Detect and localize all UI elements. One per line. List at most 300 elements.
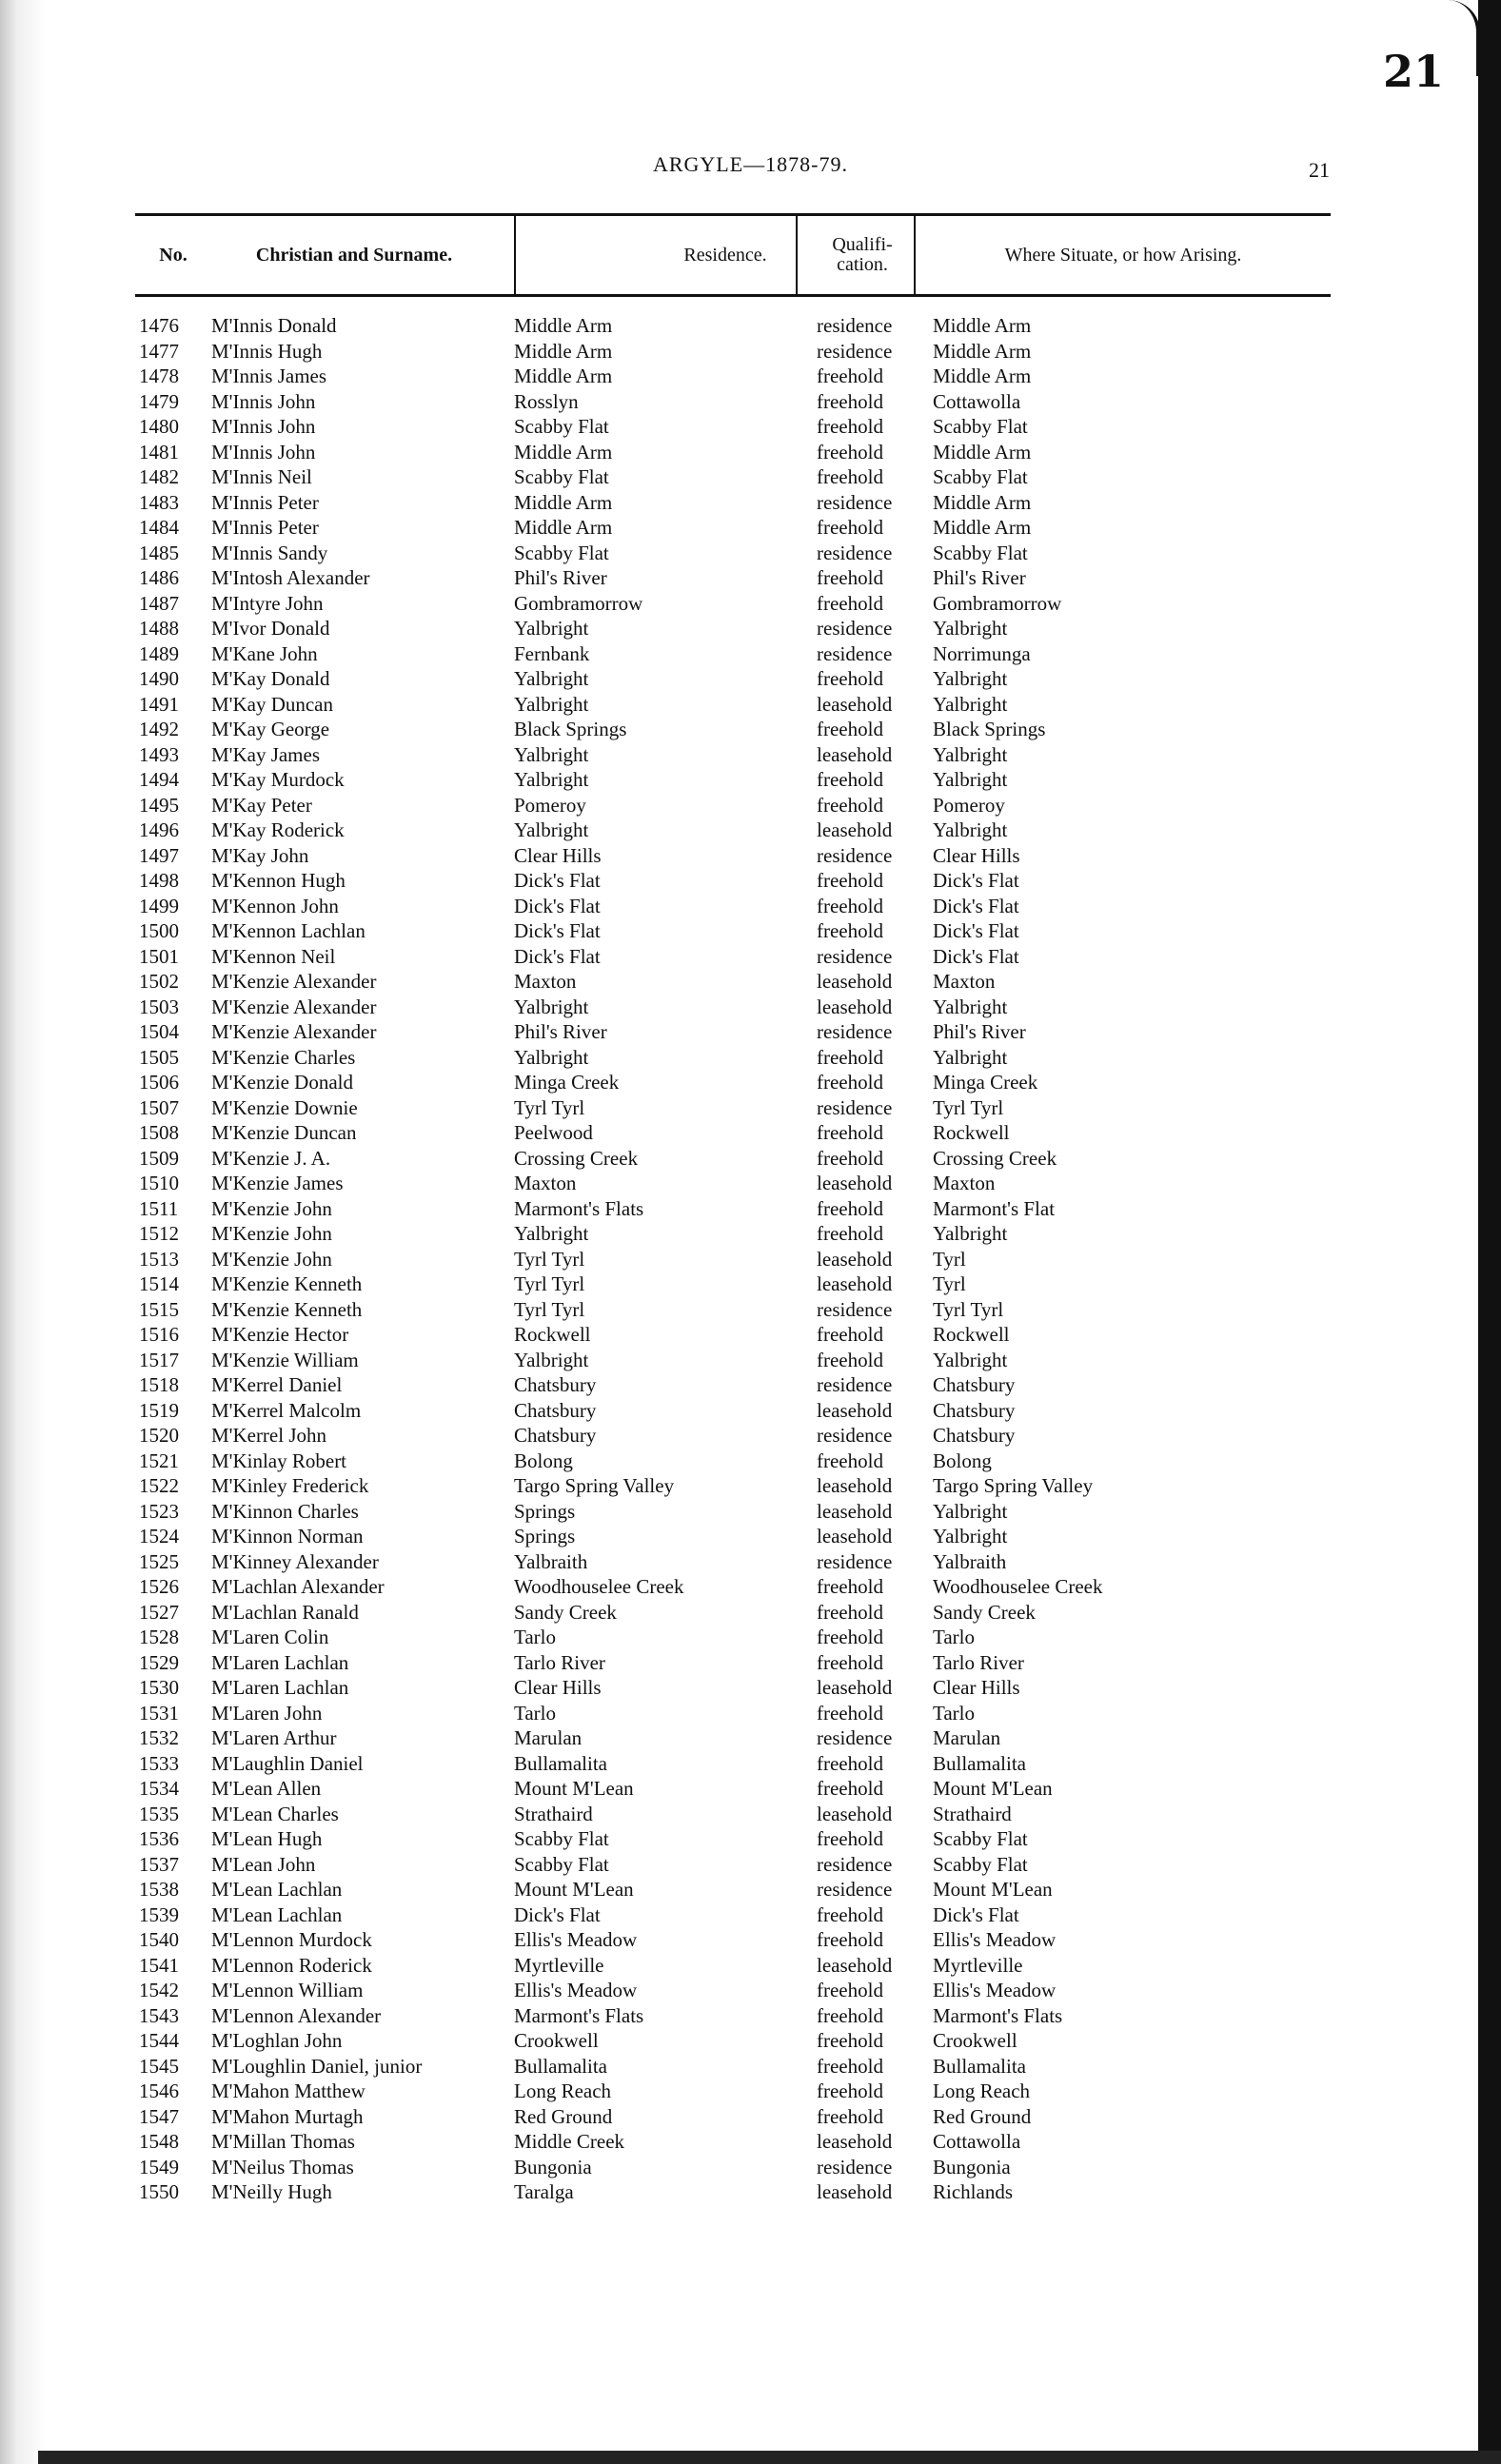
where-situate: Chatsbury bbox=[933, 1373, 1016, 1396]
where-situate: Ellis's Meadow bbox=[933, 1979, 1057, 2001]
where-situate: Chatsbury bbox=[933, 1424, 1016, 1447]
table-row bbox=[0, 1701, 1501, 1726]
table-row bbox=[0, 1372, 1501, 1398]
elector-name: M'Innis Peter bbox=[211, 516, 319, 539]
where-situate: Long Reach bbox=[933, 2080, 1031, 2102]
residence: Phil's River bbox=[514, 566, 607, 589]
qualification: residence bbox=[817, 2155, 893, 2178]
residence: Tarlo bbox=[514, 1626, 557, 1648]
residence: Yalbraith bbox=[514, 1549, 588, 1573]
entry-number: 1543 bbox=[139, 2003, 179, 2027]
qualification: freehold bbox=[817, 1196, 883, 1220]
residence: Middle Arm bbox=[514, 314, 613, 337]
where-situate: Crookwell bbox=[933, 2029, 1017, 2052]
residence: Bolong bbox=[514, 1449, 573, 1472]
entry-number: 1476 bbox=[139, 314, 179, 337]
elector-name: M'Innis James bbox=[211, 365, 327, 387]
table-row bbox=[0, 692, 1501, 718]
qualification: freehold bbox=[817, 1650, 883, 1674]
entry-number: 1517 bbox=[139, 1348, 179, 1371]
table-row bbox=[0, 440, 1501, 465]
residence: Marmont's Flats bbox=[514, 2003, 644, 2027]
residence: Scabby Flat bbox=[514, 465, 609, 488]
qualification: freehold bbox=[817, 1071, 883, 1094]
entry-number: 1501 bbox=[139, 944, 179, 968]
residence: Taralga bbox=[514, 2180, 574, 2203]
qualification: leasehold bbox=[817, 1525, 893, 1547]
entry-number: 1489 bbox=[139, 641, 179, 665]
where-situate: Yalbright bbox=[933, 1499, 1008, 1523]
elector-name: M'Lean Hugh bbox=[211, 1827, 323, 1850]
table-row bbox=[0, 414, 1501, 440]
entry-number: 1507 bbox=[139, 1095, 179, 1119]
residence: Yalbright bbox=[514, 768, 589, 791]
qualification: freehold bbox=[817, 440, 883, 463]
where-situate: Rockwell bbox=[933, 1323, 1010, 1346]
qualification: leasehold bbox=[817, 2130, 893, 2153]
table-row bbox=[0, 464, 1501, 490]
residence: Scabby Flat bbox=[514, 1827, 609, 1850]
table-row bbox=[0, 1271, 1501, 1297]
where-situate: Dick's Flat bbox=[933, 1902, 1019, 1926]
residence: Rosslyn bbox=[514, 389, 579, 413]
elector-name: M'Innis Peter bbox=[211, 490, 319, 514]
table-row bbox=[0, 1247, 1501, 1272]
entry-number: 1528 bbox=[139, 1626, 179, 1648]
where-situate: Yalbright bbox=[933, 742, 1008, 766]
where-situate: Yalbright bbox=[933, 818, 1008, 841]
qualification: residence bbox=[817, 1726, 893, 1749]
header-where: Where Situate, or how Arising. bbox=[1004, 244, 1242, 266]
where-situate: Red Ground bbox=[933, 2104, 1032, 2128]
qualification: freehold bbox=[817, 1928, 883, 1951]
where-situate: Richlands bbox=[933, 2180, 1013, 2203]
residence: Middle Arm bbox=[514, 516, 613, 539]
where-situate: Mount M'Lean bbox=[933, 1878, 1053, 1901]
elector-name: M'Lean Lachlan bbox=[211, 1902, 343, 1926]
residence: Phil's River bbox=[514, 1020, 607, 1043]
qualification: freehold bbox=[817, 1121, 883, 1144]
residence: Bullamalita bbox=[514, 1751, 607, 1775]
qualification: freehold bbox=[817, 2104, 883, 2128]
where-situate: Myrtleville bbox=[933, 1953, 1023, 1977]
where-situate: Bungonia bbox=[933, 2155, 1011, 2178]
residence: Yalbright bbox=[514, 667, 589, 690]
entry-number: 1524 bbox=[139, 1525, 179, 1547]
qualification: leasehold bbox=[817, 1953, 893, 1977]
elector-name: M'Innis John bbox=[211, 415, 316, 438]
residence: Dick's Flat bbox=[514, 944, 601, 968]
elector-name: M'Innis Donald bbox=[211, 314, 337, 337]
elector-name: M'Laren Colin bbox=[211, 1626, 329, 1648]
residence: Middle Arm bbox=[514, 490, 613, 514]
qualification: residence bbox=[817, 1878, 893, 1901]
where-situate: Mount M'Lean bbox=[933, 1777, 1053, 1800]
page-corner-curve bbox=[1448, 0, 1480, 76]
elector-name: M'Lachlan Alexander bbox=[211, 1575, 385, 1598]
entry-number: 1509 bbox=[139, 1146, 179, 1170]
entry-number: 1482 bbox=[139, 465, 179, 488]
residence: Mount M'Lean bbox=[514, 1777, 634, 1800]
elector-name: M'Kay James bbox=[211, 742, 321, 766]
residence: Tarlo River bbox=[514, 1650, 605, 1674]
elector-name: M'Kay Peter bbox=[211, 793, 312, 817]
qualification: freehold bbox=[817, 667, 883, 690]
entry-number: 1515 bbox=[139, 1297, 179, 1321]
where-situate: Tyrl bbox=[933, 1247, 966, 1271]
where-situate: Bullamalita bbox=[933, 2054, 1026, 2078]
residence: Yalbright bbox=[514, 742, 589, 766]
residence: Maxton bbox=[514, 970, 577, 993]
qualification: freehold bbox=[817, 2054, 883, 2078]
qualification: freehold bbox=[817, 389, 883, 413]
elector-list bbox=[0, 313, 1501, 2205]
elector-name: M'Laren Lachlan bbox=[211, 1650, 349, 1674]
elector-name: M'Kenzie Donald bbox=[211, 1071, 353, 1094]
elector-name: M'Lean John bbox=[211, 1852, 316, 1876]
residence: Ellis's Meadow bbox=[514, 1979, 638, 2001]
where-situate: Cottawolla bbox=[933, 2130, 1021, 2153]
qualification: leasehold bbox=[817, 1172, 893, 1194]
qualification: leasehold bbox=[817, 1398, 893, 1422]
table-row bbox=[0, 1725, 1501, 1751]
elector-name: M'Kerrel Malcolm bbox=[211, 1398, 362, 1422]
table-row bbox=[0, 616, 1501, 641]
elector-name: M'Innis John bbox=[211, 440, 316, 463]
where-situate: Tyrl bbox=[933, 1272, 966, 1295]
qualification: leasehold bbox=[817, 818, 893, 841]
where-situate: Gombramorrow bbox=[933, 591, 1062, 615]
table-row bbox=[0, 767, 1501, 793]
elector-name: M'Kenzie Alexander bbox=[211, 1020, 377, 1043]
elector-name: M'Kennon Neil bbox=[211, 944, 336, 968]
entry-number: 1508 bbox=[139, 1121, 179, 1144]
elector-name: M'Millan Thomas bbox=[211, 2130, 355, 2153]
where-situate: Phil's River bbox=[933, 566, 1026, 589]
entry-number: 1549 bbox=[139, 2155, 179, 2178]
qualification: freehold bbox=[817, 516, 883, 539]
table-row bbox=[0, 1776, 1501, 1802]
qualification: freehold bbox=[817, 415, 883, 438]
table-row bbox=[0, 2079, 1501, 2104]
where-situate: Tyrl Tyrl bbox=[933, 1297, 1004, 1321]
entry-number: 1536 bbox=[139, 1827, 179, 1850]
residence: Middle Arm bbox=[514, 339, 613, 363]
corner-page-number: 21 bbox=[1382, 46, 1444, 97]
qualification: residence bbox=[817, 641, 893, 665]
elector-name: M'Lennon Alexander bbox=[211, 2003, 382, 2027]
elector-name: M'Kenzie Charles bbox=[211, 1045, 356, 1069]
entry-number: 1523 bbox=[139, 1499, 179, 1523]
qualification: leasehold bbox=[817, 692, 893, 716]
entry-number: 1550 bbox=[139, 2180, 179, 2203]
residence: Clear Hills bbox=[514, 843, 602, 867]
qualification: freehold bbox=[817, 1323, 883, 1346]
table-row bbox=[0, 1524, 1501, 1549]
qualification: freehold bbox=[817, 894, 883, 917]
where-situate: Ellis's Meadow bbox=[933, 1928, 1057, 1951]
qualification: residence bbox=[817, 843, 893, 867]
entry-number: 1532 bbox=[139, 1726, 179, 1749]
elector-name: M'Kerrel John bbox=[211, 1424, 327, 1447]
where-situate: Yalbright bbox=[933, 1348, 1008, 1371]
qualification: freehold bbox=[817, 1902, 883, 1926]
where-situate: Maxton bbox=[933, 1172, 996, 1194]
elector-name: M'Lennon William bbox=[211, 1979, 364, 2001]
residence: Springs bbox=[514, 1525, 576, 1547]
table-row bbox=[0, 565, 1501, 591]
entry-number: 1500 bbox=[139, 919, 179, 942]
entry-number: 1510 bbox=[139, 1172, 179, 1194]
qualification: freehold bbox=[817, 1045, 883, 1069]
where-situate: Scabby Flat bbox=[933, 415, 1028, 438]
residence: Crookwell bbox=[514, 2029, 599, 2052]
where-situate: Yalbright bbox=[933, 667, 1008, 690]
where-situate: Middle Arm bbox=[933, 440, 1032, 463]
entry-number: 1480 bbox=[139, 415, 179, 438]
where-situate: Yalbright bbox=[933, 692, 1008, 716]
table-row bbox=[0, 1019, 1501, 1045]
entry-number: 1529 bbox=[139, 1650, 179, 1674]
qualification: residence bbox=[817, 944, 893, 968]
entry-number: 1546 bbox=[139, 2080, 179, 2102]
qualification: residence bbox=[817, 1424, 893, 1447]
qualification: freehold bbox=[817, 2003, 883, 2027]
table-header bbox=[135, 213, 1331, 297]
entry-number: 1484 bbox=[139, 516, 179, 539]
entry-number: 1478 bbox=[139, 365, 179, 387]
where-situate: Middle Arm bbox=[933, 365, 1032, 387]
entry-number: 1542 bbox=[139, 1979, 179, 2001]
qualification: residence bbox=[817, 339, 893, 363]
where-situate: Tarlo River bbox=[933, 1650, 1024, 1674]
elector-name: M'Kerrel Daniel bbox=[211, 1373, 343, 1396]
table-row bbox=[0, 364, 1501, 389]
table-row bbox=[0, 1751, 1501, 1777]
elector-name: M'Lean Charles bbox=[211, 1802, 339, 1825]
running-title: ARGYLE—1878-79. bbox=[652, 152, 849, 176]
where-situate: Marmont's Flat bbox=[933, 1196, 1056, 1220]
qualification: residence bbox=[817, 490, 893, 514]
elector-name: M'Neilus Thomas bbox=[211, 2155, 354, 2178]
elector-name: M'Kay Donald bbox=[211, 667, 330, 690]
qualification: leasehold bbox=[817, 1802, 893, 1825]
residence: Bungonia bbox=[514, 2155, 592, 2178]
table-row bbox=[0, 1221, 1501, 1247]
where-situate: Strathaird bbox=[933, 1802, 1012, 1825]
residence: Myrtleville bbox=[514, 1953, 604, 1977]
elector-name: M'Laughlin Daniel bbox=[211, 1751, 364, 1775]
where-situate: Scabby Flat bbox=[933, 1852, 1028, 1876]
table-row bbox=[0, 666, 1501, 692]
residence: Rockwell bbox=[514, 1323, 591, 1346]
elector-name: M'Kinney Alexander bbox=[211, 1549, 379, 1573]
where-situate: Marmont's Flats bbox=[933, 2003, 1063, 2027]
table-row bbox=[0, 1953, 1501, 1979]
entry-number: 1514 bbox=[139, 1272, 179, 1295]
residence: Yalbright bbox=[514, 692, 589, 716]
where-situate: Tarlo bbox=[933, 1701, 976, 1725]
residence: Gombramorrow bbox=[514, 591, 643, 615]
qualification: freehold bbox=[817, 2080, 883, 2102]
table-row bbox=[0, 2129, 1501, 2155]
qualification: leasehold bbox=[817, 970, 893, 993]
entry-number: 1481 bbox=[139, 440, 179, 463]
where-situate: Sandy Creek bbox=[933, 1600, 1036, 1624]
qualification: leasehold bbox=[817, 1272, 893, 1295]
where-situate: Dick's Flat bbox=[933, 919, 1019, 942]
entry-number: 1533 bbox=[139, 1751, 179, 1775]
residence: Sandy Creek bbox=[514, 1600, 617, 1624]
residence: Tarlo bbox=[514, 1701, 557, 1725]
residence: Marmont's Flats bbox=[514, 1196, 644, 1220]
residence: Chatsbury bbox=[514, 1373, 597, 1396]
entry-number: 1503 bbox=[139, 995, 179, 1018]
table-row bbox=[0, 1070, 1501, 1095]
residence: Scabby Flat bbox=[514, 541, 609, 564]
entry-number: 1526 bbox=[139, 1575, 179, 1598]
qualification: freehold bbox=[817, 566, 883, 589]
qualification: freehold bbox=[817, 1222, 883, 1245]
elector-name: M'Lean Lachlan bbox=[211, 1878, 343, 1901]
residence: Middle Creek bbox=[514, 2130, 625, 2153]
entry-number: 1520 bbox=[139, 1424, 179, 1447]
table-row bbox=[0, 1625, 1501, 1650]
table-row bbox=[0, 1877, 1501, 1902]
residence: Dick's Flat bbox=[514, 894, 601, 917]
residence: Targo Spring Valley bbox=[514, 1474, 675, 1497]
residence: Bullamalita bbox=[514, 2054, 607, 2078]
entry-number: 1531 bbox=[139, 1701, 179, 1725]
elector-name: M'Kennon Hugh bbox=[211, 869, 346, 892]
qualification: freehold bbox=[817, 1575, 883, 1598]
entry-number: 1547 bbox=[139, 2104, 179, 2128]
residence: Chatsbury bbox=[514, 1398, 597, 1422]
residence: Fernbank bbox=[514, 641, 590, 665]
elector-name: M'Innis John bbox=[211, 389, 316, 413]
entry-number: 1491 bbox=[139, 692, 179, 716]
where-situate: Rockwell bbox=[933, 1121, 1010, 1144]
table-row bbox=[0, 641, 1501, 667]
where-situate: Maxton bbox=[933, 970, 996, 993]
elector-name: M'Kenzie Hector bbox=[211, 1323, 349, 1346]
qualification: freehold bbox=[817, 1979, 883, 2001]
elector-name: M'Kinlay Robert bbox=[211, 1449, 347, 1472]
elector-name: M'Mahon Matthew bbox=[211, 2080, 365, 2102]
elector-name: M'Laren Arthur bbox=[211, 1726, 337, 1749]
where-situate: Woodhouselee Creek bbox=[933, 1575, 1103, 1598]
elector-name: M'Laren John bbox=[211, 1701, 323, 1725]
where-situate: Black Springs bbox=[933, 718, 1046, 740]
qualification: leasehold bbox=[817, 742, 893, 766]
residence: Middle Arm bbox=[514, 365, 613, 387]
where-situate: Dick's Flat bbox=[933, 944, 1019, 968]
table-row bbox=[0, 313, 1501, 339]
table-row bbox=[0, 742, 1501, 768]
entry-number: 1541 bbox=[139, 1953, 179, 1977]
qualification: freehold bbox=[817, 1146, 883, 1170]
where-situate: Tyrl Tyrl bbox=[933, 1095, 1004, 1119]
residence: Yalbright bbox=[514, 818, 589, 841]
residence: Peelwood bbox=[514, 1121, 593, 1144]
qualification: freehold bbox=[817, 919, 883, 942]
where-situate: Crossing Creek bbox=[933, 1146, 1057, 1170]
table-row bbox=[0, 1802, 1501, 1827]
qualification: freehold bbox=[817, 1348, 883, 1371]
where-situate: Yalbright bbox=[933, 995, 1008, 1018]
elector-name: M'Kay Roderick bbox=[211, 818, 345, 841]
table-row bbox=[0, 1574, 1501, 1600]
table-row bbox=[0, 541, 1501, 566]
residence: Tyrl Tyrl bbox=[514, 1095, 585, 1119]
where-situate: Middle Arm bbox=[933, 516, 1032, 539]
qualification: freehold bbox=[817, 1449, 883, 1472]
entry-number: 1518 bbox=[139, 1373, 179, 1396]
residence: Middle Arm bbox=[514, 440, 613, 463]
table-row bbox=[0, 2104, 1501, 2130]
elector-name: M'Lennon Murdock bbox=[211, 1928, 372, 1951]
entry-number: 1513 bbox=[139, 1247, 179, 1271]
qualification: freehold bbox=[817, 869, 883, 892]
qualification: residence bbox=[817, 1020, 893, 1043]
table-row bbox=[0, 591, 1501, 617]
entry-number: 1535 bbox=[139, 1802, 179, 1825]
table-row bbox=[0, 1423, 1501, 1449]
where-situate: Scabby Flat bbox=[933, 465, 1028, 488]
entry-number: 1545 bbox=[139, 2054, 179, 2078]
residence: Yalbright bbox=[514, 1222, 589, 1245]
residence: Scabby Flat bbox=[514, 1852, 609, 1876]
where-situate: Bolong bbox=[933, 1449, 992, 1472]
where-situate: Yalbraith bbox=[933, 1549, 1007, 1573]
table-row bbox=[0, 1120, 1501, 1146]
entry-number: 1530 bbox=[139, 1676, 179, 1699]
residence: Dick's Flat bbox=[514, 1902, 601, 1926]
qualification: leasehold bbox=[817, 1676, 893, 1699]
where-situate: Clear Hills bbox=[933, 1676, 1020, 1699]
qualification: residence bbox=[817, 1373, 893, 1396]
header-no: No. bbox=[159, 244, 188, 266]
table-row bbox=[0, 868, 1501, 894]
qualification: leasehold bbox=[817, 2180, 893, 2203]
residence: Strathaird bbox=[514, 1802, 593, 1825]
residence: Scabby Flat bbox=[514, 415, 609, 438]
table-row bbox=[0, 2155, 1501, 2180]
where-situate: Bullamalita bbox=[933, 1751, 1026, 1775]
table-row bbox=[0, 1549, 1501, 1575]
elector-name: M'Kay Duncan bbox=[211, 692, 333, 716]
qualification: residence bbox=[817, 1297, 893, 1321]
elector-name: M'Lennon Roderick bbox=[211, 1953, 372, 1977]
residence: Pomeroy bbox=[514, 793, 586, 817]
elector-name: M'Kinnon Charles bbox=[211, 1499, 359, 1523]
table-row bbox=[0, 1473, 1501, 1499]
elector-name: M'Kinnon Norman bbox=[211, 1525, 364, 1547]
page-number: 21 bbox=[1309, 158, 1330, 182]
entry-number: 1519 bbox=[139, 1398, 179, 1422]
table-row bbox=[0, 1499, 1501, 1525]
elector-name: M'Kenzie Alexander bbox=[211, 995, 377, 1018]
where-situate: Phil's River bbox=[933, 1020, 1026, 1043]
elector-name: M'Intosh Alexander bbox=[211, 566, 370, 589]
elector-name: M'Kane John bbox=[211, 641, 318, 665]
header-name: Christian and Surname. bbox=[255, 244, 453, 266]
residence: Dick's Flat bbox=[514, 869, 601, 892]
elector-name: M'Loghlan John bbox=[211, 2029, 343, 2052]
where-situate: Dick's Flat bbox=[933, 894, 1019, 917]
entry-number: 1493 bbox=[139, 742, 179, 766]
elector-name: M'Kenzie William bbox=[211, 1348, 359, 1371]
